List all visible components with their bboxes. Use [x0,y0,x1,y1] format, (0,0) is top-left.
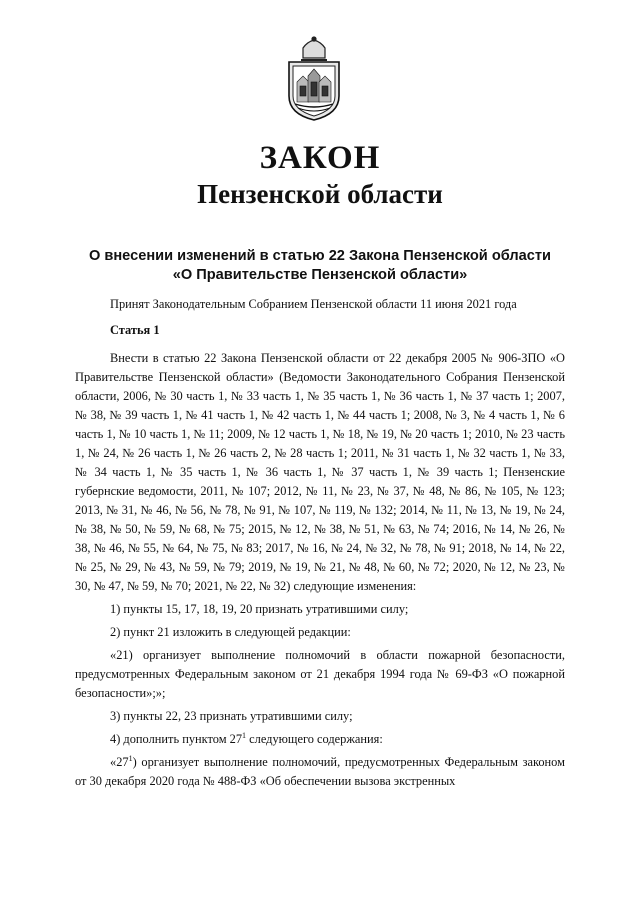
list-item: 3) пункты 22, 23 признать утратившими силу; [110,709,353,723]
adoption-note: Принят Законодательным Собранием Пензенской области 11 июня 2021 года [110,297,517,311]
item-text: 4) дополнить пунктом 27 [110,732,243,746]
article-body [75,349,565,791]
article-intro-paragraph: Внести в статью 22 Закона Пензенской области от 22 декабря 2005 № 906-ЗПО «О Правительстве Пензенской области» (Ведомости Законодательного Собрания Пензенской области, 2006, № 30 часть 1, № 33 часть 1, № 35 часть 1, № 36 часть 1, № 37 часть 1; 2007, № 38, № 39 часть 1, № 41 часть 1, № 42 часть 1, № 44 часть 1; 2008, № 3, № 4 часть 1, № 6 часть 1, № 10 часть 1, № 11; 2009, № 12 часть 1, № 18, № 19, № 20 часть 1; 2010, № 23 часть 1, № 24, № 26 часть 1, № 26 часть 2, № 28 часть 1; 2011, № 31 часть 1, № 32 часть 1, № 33, № 34 часть 1, № 35 часть 1, № 36 часть 1, № 37 часть 1, № 39 часть 1; Пензенские губернские ведомости, 2011, № 107; 2012, № 11, № 23, № 37, № 48, № 86, № 105, № 123; 2013, № 31, № 46, № 56, № 78, № 91, № 107, № 119, № 132; 2014, № 11, № 13, № 19, № 24, № 38, № 50, № 59, № 68, № 75; 2015, № 12, № 38, № 51, № 63, № 74; 2016, № 14, № 26, № 38, № 46, № 55, № 64, № 75, № 83; 2017, № 16, № 24, № 32, № 78, № 91; 2018, № 14, № 22, № 25, № 29, № 43, № 59, № 79; 2019, № 19, № 21, № 48, № 60, № 72; 2020, № 12, № 23, № 30, № 47, № 59, № 70; 2021, № 22, № 32) следующие изменения: [75,351,565,593]
list-item [75,730,565,749]
region-title: Пензенской области [197,179,443,209]
document-title [60,247,580,285]
item-text: ) организует выполнение полномочий, предусмотренных Федеральным законом от 30 декабря 2020 года № 488-ФЗ «Об обеспечении вызова экстренных [75,755,565,788]
article-heading: Статья 1 [110,323,160,337]
item-text: «27 [110,755,129,769]
superscript: 1 [242,730,247,740]
list-item: 1) пункты 15, 17, 18, 19, 20 признать утратившими силу; [110,602,409,616]
item-text: следующего содержания: [246,732,383,746]
amendment-text [75,753,565,791]
document-title-line-1: О внесении изменений в статью 22 Закона Пензенской области [88,248,552,264]
document-title-line-2: «О Правительстве Пензенской области» [172,267,468,283]
list-item: 2) пункт 21 изложить в следующей редакции: [110,625,351,639]
penza-coat-of-arms-icon [281,36,347,122]
law-title: ЗАКОН [259,140,381,176]
amendment-text: «21) организует выполнение полномочий в области пожарной безопасности, предусмотренных Федеральным законом от 21 декабря 1994 года № 69-ФЗ «О пожарной безопасности»;»; [75,648,565,700]
superscript: 1 [128,753,133,763]
